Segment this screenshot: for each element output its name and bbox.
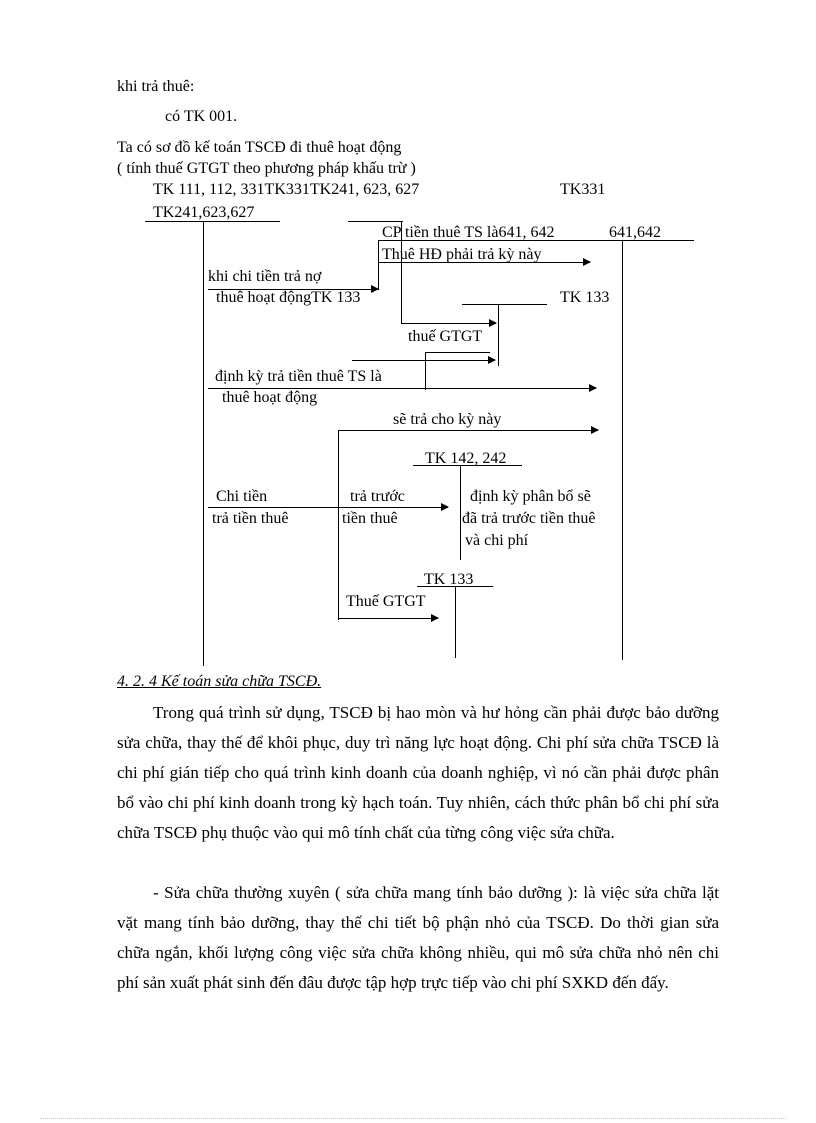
arrow-thue-gtgt-2 xyxy=(338,618,438,619)
label-tk133-bottom: TK 133 xyxy=(424,571,474,588)
arrow-thue-gtgt-1 xyxy=(401,323,496,324)
label-dinh-ky-2: thuê hoạt động xyxy=(222,389,318,406)
paragraph-1-text: Trong quá trình sử dụng, TSCĐ bị hao mòn và hư hỏng cần phải được bảo dưỡng sửa chữa, thay thế để khôi phục, duy trì năng lực hoạt động. Chi phí sửa chữa TSCĐ là chi phí gián tiếp cho quá trình kinh doanh của doanh nghiệp, vì nó cần phải được phân bổ vào chi phí kinh doanh trong kỳ hạch toán. Tuy nhiên, cách thức phân bổ chi phí sửa chữa TSCĐ phụ thuộc vào qui mô tính chất của từng công việc sửa chữa. xyxy=(117,703,719,842)
label-thue-hd: Thuê HĐ phải trả kỳ này xyxy=(382,246,542,263)
text-khi-tra-thue: khi trả thuê: xyxy=(117,78,195,95)
arrow-chi-tien xyxy=(208,507,448,508)
tk241-hline xyxy=(145,221,280,222)
arrow-se-tra xyxy=(338,430,598,431)
label-phan-bo-2: đã trả trước tiền thuê xyxy=(462,510,596,527)
connector-h2 xyxy=(425,352,490,353)
label-tk241: TK241,623,627 xyxy=(153,204,255,221)
tk142-vline xyxy=(460,465,461,560)
tk641-vline xyxy=(622,240,623,660)
label-dinh-ky-1: định kỳ trả tiền thuê TS là xyxy=(215,368,382,385)
label-tk133-right: TK 133 xyxy=(560,289,610,306)
label-chi-tien: Chi tiền xyxy=(216,488,268,505)
tk331-hline xyxy=(348,221,403,222)
label-thue-gtgt-1: thuế GTGT xyxy=(408,328,483,345)
tk241-vline xyxy=(203,221,204,666)
page-bottom-border xyxy=(40,1118,786,1120)
connector-v2 xyxy=(425,352,426,390)
paragraph-1 xyxy=(117,698,719,848)
diagram-title: Ta có sơ đồ kế toán TSCĐ đi thuê hoạt động xyxy=(117,139,402,156)
label-641-642: 641,642 xyxy=(609,224,661,241)
label-thue-hoat-dong-tk133: thuê hoạt độngTK 133 xyxy=(216,289,361,306)
tk133-bottom-vline xyxy=(455,586,456,658)
label-cp-tien-thue: CP tiền thuê TS là641, 642 xyxy=(382,224,555,241)
paragraph-2-text: - Sửa chữa thường xuyên ( sửa chữa mang tính bảo dưỡng ): là việc sửa chữa lặt vặt mang tính bảo dưỡng, thay thế chi tiết bộ phận nhỏ của TSCĐ. Do thời gian sửa chữa ngắn, khối lượng công việc sửa chữa không nhiều, qui mô sửa chữa nhỏ nên chi phí sản xuất phát sinh đến đâu được tập hợp trực tiếp vào chi phí SXKD đến đấy. xyxy=(117,883,719,992)
label-tk142: TK 142, 242 xyxy=(425,450,507,467)
text-co-tk-001: có TK 001. xyxy=(165,108,238,125)
label-khi-chi-tien: khi chi tiền trả nợ xyxy=(208,268,322,285)
label-tra-truoc: trả trước xyxy=(350,488,405,505)
label-se-tra: sẽ trả cho kỳ này xyxy=(393,411,502,428)
label-phan-bo-1: định kỳ phân bổ sẽ xyxy=(470,488,591,505)
arrow-gtgt-right xyxy=(352,360,495,361)
label-phan-bo-3: và chi phí xyxy=(465,532,529,549)
tk133-right-hline xyxy=(462,304,547,305)
diagram-header-tk331: TK331 xyxy=(560,181,606,198)
connector-v1 xyxy=(378,240,379,290)
label-tien-thue: tiền thuê xyxy=(342,510,398,527)
section-heading: 4. 2. 4 Kế toán sửa chữa TSCĐ. xyxy=(117,673,322,690)
diagram-header-row: TK 111, 112, 331TK331TK241, 623, 627 xyxy=(153,181,420,198)
diagram-subtitle: ( tính thuế GTGT theo phương pháp khấu trừ ) xyxy=(117,160,416,177)
label-tra-tien-thue: trả tiền thuê xyxy=(212,510,289,527)
tk133-right-vline xyxy=(498,304,499,366)
paragraph-2 xyxy=(117,878,719,998)
connector-v3 xyxy=(338,430,339,620)
label-thue-gtgt-2: Thuế GTGT xyxy=(346,593,426,610)
